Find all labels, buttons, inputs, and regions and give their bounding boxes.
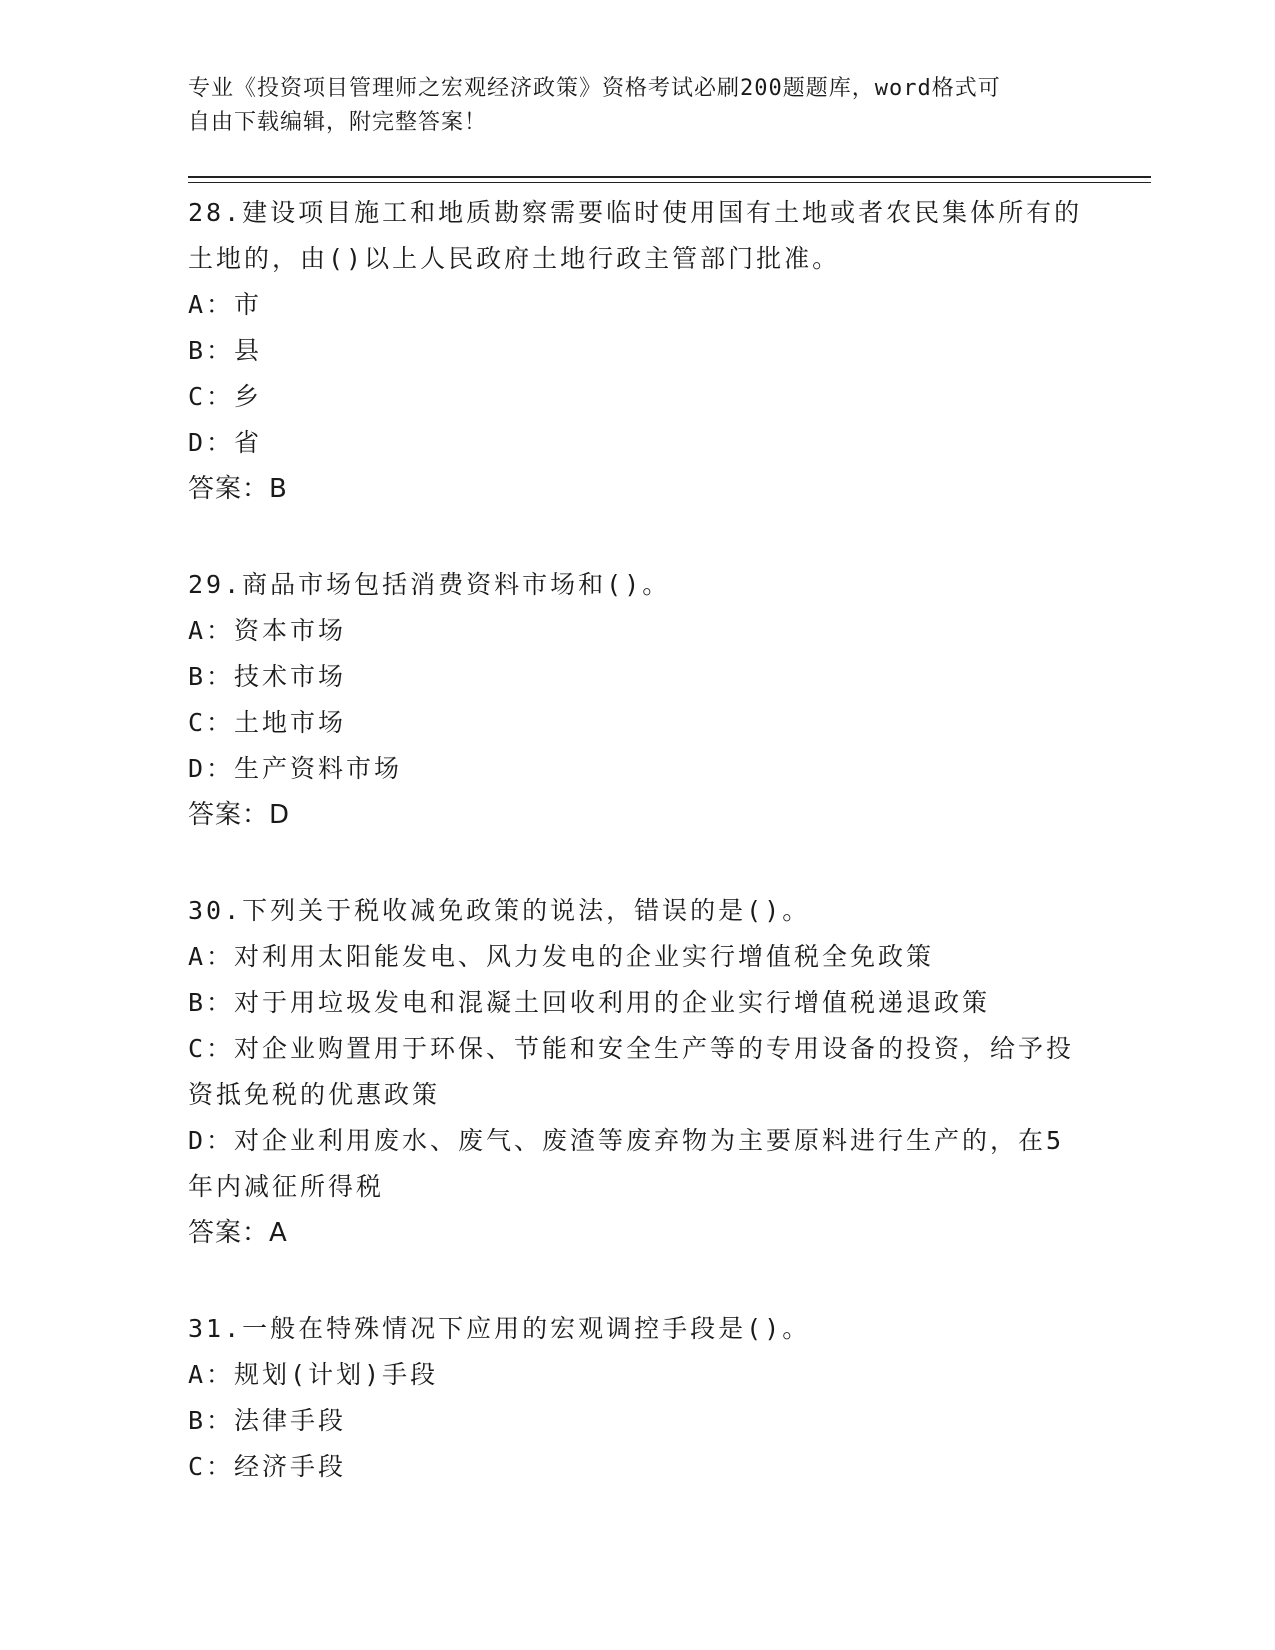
- option-a: A：规划(计划)手段: [188, 1360, 439, 1389]
- question-29: [188, 562, 1088, 838]
- question-28: [188, 190, 1088, 512]
- document-header: [188, 72, 1088, 140]
- header-rule-thick: [188, 176, 1151, 178]
- header-line-1: 专业《投资项目管理师之宏观经济政策》资格考试必刷200题题库，word格式可: [188, 76, 1001, 101]
- option-c: C：经济手段: [188, 1452, 347, 1481]
- question-30: [188, 888, 1088, 1256]
- option-c: C：乡: [188, 382, 263, 411]
- header-rule-thin: [188, 182, 1151, 183]
- question-stem: 28.建设项目施工和地质勘察需要临时使用国有土地或者农民集体所有的土地的，由()以上人民政府土地行政主管部门批准。: [188, 198, 1083, 273]
- answer: 答案：D: [188, 800, 291, 830]
- option-a: A：资本市场: [188, 616, 347, 645]
- option-b: B：法律手段: [188, 1406, 347, 1435]
- question-stem: 31.一般在特殊情况下应用的宏观调控手段是()。: [188, 1314, 811, 1343]
- question-31: [188, 1306, 1088, 1490]
- option-d: D：对企业利用废水、废气、废渣等废弃物为主要原料进行生产的，在5年内减征所得税: [188, 1126, 1065, 1201]
- question-list: [188, 190, 1088, 1540]
- option-b: B：对于用垃圾发电和混凝土回收利用的企业实行增值税递退政策: [188, 988, 991, 1017]
- option-b: B：县: [188, 336, 263, 365]
- option-a: A：对利用太阳能发电、风力发电的企业实行增值税全免政策: [188, 942, 935, 971]
- question-stem: 30.下列关于税收减免政策的说法，错误的是()。: [188, 896, 811, 925]
- answer: 答案：A: [188, 1218, 288, 1248]
- header-line-2: 自由下载编辑，附完整答案！: [188, 110, 488, 135]
- option-c: C：对企业购置用于环保、节能和安全生产等的专用设备的投资，给予投资抵免税的优惠政策: [188, 1034, 1075, 1109]
- option-a: A：市: [188, 290, 263, 319]
- option-c: C：土地市场: [188, 708, 347, 737]
- option-b: B：技术市场: [188, 662, 347, 691]
- question-stem: 29.商品市场包括消费资料市场和()。: [188, 570, 671, 599]
- option-d: D：省: [188, 428, 263, 457]
- answer: 答案：B: [188, 474, 288, 504]
- option-d: D：生产资料市场: [188, 754, 403, 783]
